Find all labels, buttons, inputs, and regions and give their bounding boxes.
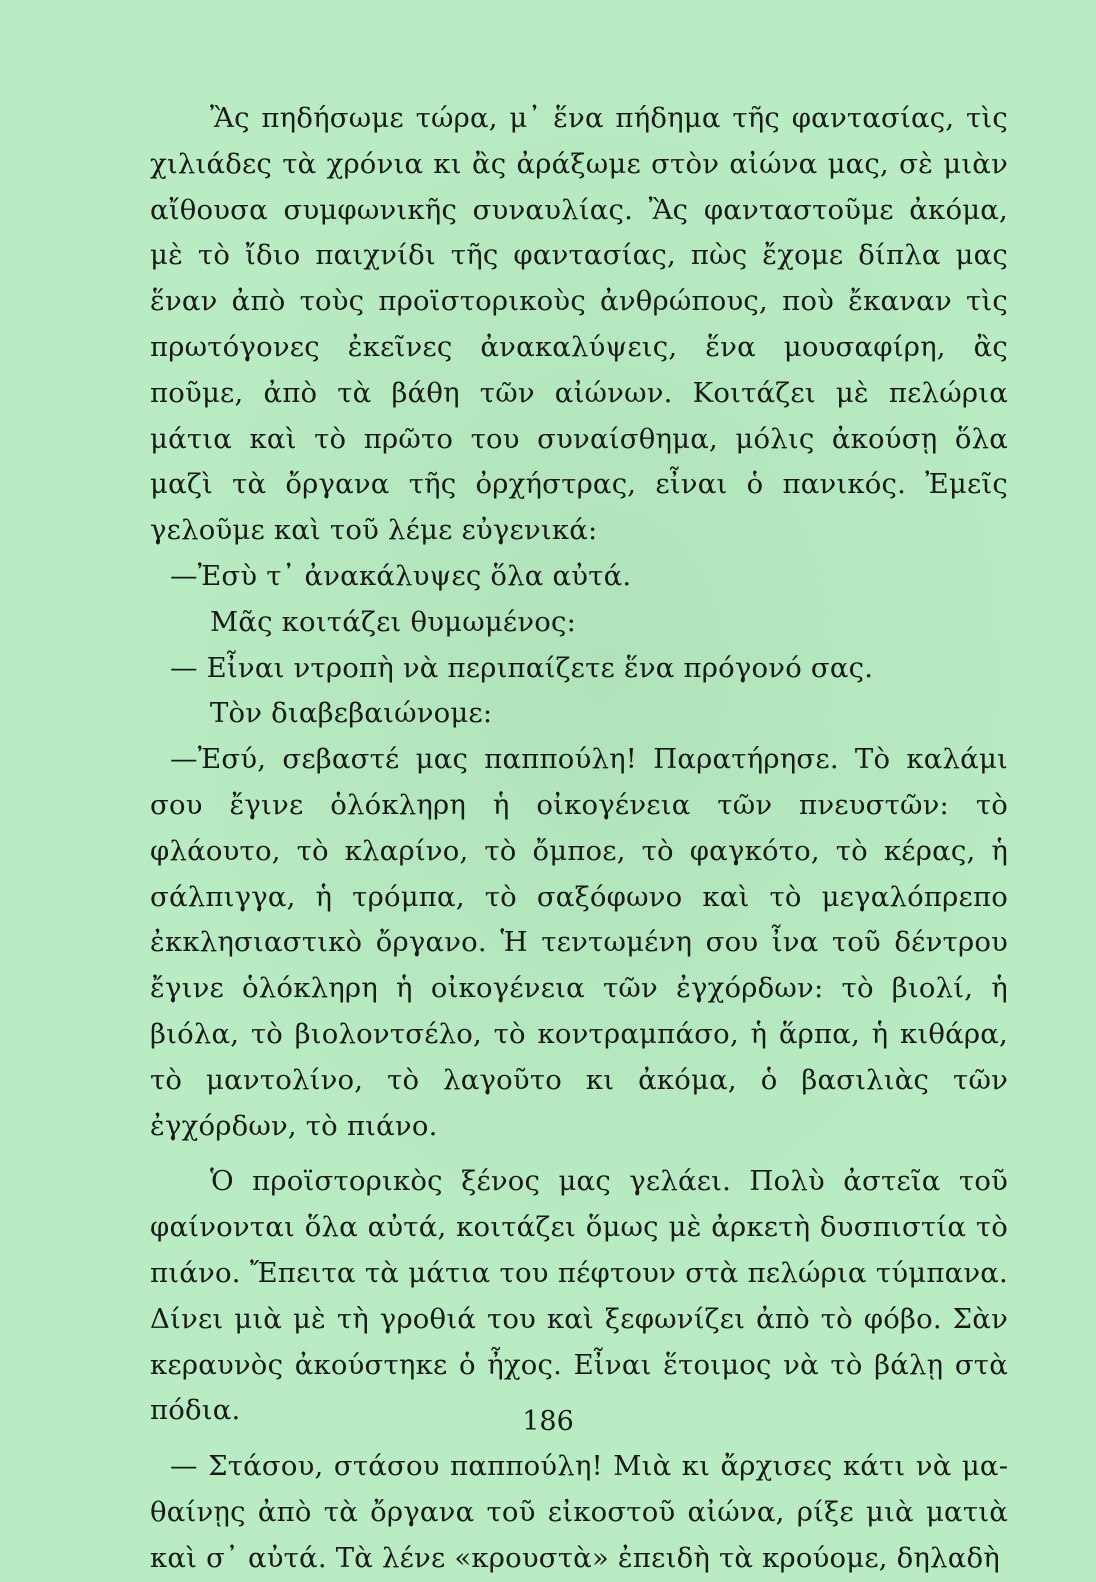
page-number: 186 [522, 1406, 574, 1437]
dialogue-line-stay: — Στάσου, στάσου παππούλη! Μιὰ κι ἄρχισες κάτι νὰ μαθαίνῃς ἀπὸ τὰ ὄργανα τοῦ εἰκοστοῦ αἰώνα, ρίξε μιὰ ματιὰ καὶ σ᾽ αὐτά. Τὰ λένε «κρουστὰ» ἐπειδὴ τὰ κρούομε, δηλαδὴ [150, 1450, 1008, 1574]
page-body-text [150, 96, 1008, 1582]
paragraph-we-assure: Τὸν διαβεβαιώνομε: [210, 697, 493, 730]
paragraph-looks-angry: Μᾶς κοιτάζει θυμωμένος: [210, 605, 577, 638]
paragraph-intro: Ἂς πηδήσωμε τώρα, μ᾽ ἕνα πήδημα τῆς φαντασίας, τὶς χιλιάδες τὰ χρόνια κι ἂς ἀράξωμε στὸν αἰώνα μας, σὲ μιὰν αἴθουσα συμφωνικῆς συναυλίας. Ἂς φανταστοῦμε ἀκόμα, μὲ τὸ ἴδιο παιχνίδι τῆς φαντασίας, πὼς ἔχομε δίπλα μας ἕναν ἀπὸ τοὺς προϊστορικοὺς ἀνθρώπους, ποὺ ἔκαναν τὶς πρωτόγονες ἐκεῖνες ἀνακαλύψεις, ἕνα μουσαφίρη, ἂς ποῦμε, ἀπὸ τὰ βάθη τῶν αἰώνων. Κοιτάζει μὲ πελώρια μάτια καὶ τὸ πρῶτο του συναίσθημα, μόλις ἀκούσῃ ὅλα μαζὶ τὰ ὄργανα τῆς ὀρχήστρας, εἶναι ὁ πανικός. Ἐμεῖς γελοῦμε καὶ τοῦ λέμε εὐγενικά: [150, 102, 1008, 547]
dialogue-line-you-discovered: —Ἐσὺ τ᾽ ἀνακάλυψες ὅλα αὐτά. [170, 559, 632, 592]
dialogue-line-instruments: —Ἐσύ, σεβαστέ μας παππούλη! Παρατήρησε. Τὸ καλάμι σου ἔγινε ὁλόκληρη ἡ οἰκογένεια τῶν πνευστῶν: τὸ φλάουτο, τὸ κλαρίνο, τὸ ὄμποε, τὸ φαγκότο, τὸ κέρας, ἡ σάλπιγγα, ἡ τρόμπα, τὸ σαξόφωνο καὶ τὸ μεγαλόπρεπο ἐκκλησιαστικὸ ὄργανο. Ἡ τεντωμένη σου ἶνα τοῦ δέντρου ἔγινε ὁλόκληρη ἡ οἰκογένεια τῶν ἐγχόρδων: τὸ βιολί, ἡ βιόλα, τὸ βιολοντσέλο, τὸ κοντραμπάσο, ἡ ἅρπα, ἡ κιθάρα, τὸ μαντολίνο, τὸ λαγοῦτο κι ἀκόμα, ὁ βασιλιὰς τῶν ἐγχόρδων, τὸ πιάνο. [150, 743, 1008, 1142]
dialogue-line-shame: — Εἶναι ντροπὴ νὰ περιπαίζετε ἕνα πρόγονό σας. [170, 651, 874, 684]
paragraph-prehistoric-guest: Ὁ προϊστορικὸς ξένος μας γελάει. Πολὺ ἀστεῖα τοῦ φαίνονται ὅλα αὐτά, κοιτάζει ὅμως μὲ ἀρκετὴ δυσπιστία τὸ πιάνο. Ἔπειτα τὰ μάτια του πέφτουν στὰ πελώρια τύμπανα. Δίνει μιὰ μὲ τὴ γροθιά του καὶ ξεφωνίζει ἀπὸ τὸ φόβο. Σὰν κεραυνὸς ἀκούστηκε ὁ ἦχος. Εἶναι ἕτοιμος νὰ τὸ βάλῃ στὰ πόδια. [150, 1165, 1008, 1427]
